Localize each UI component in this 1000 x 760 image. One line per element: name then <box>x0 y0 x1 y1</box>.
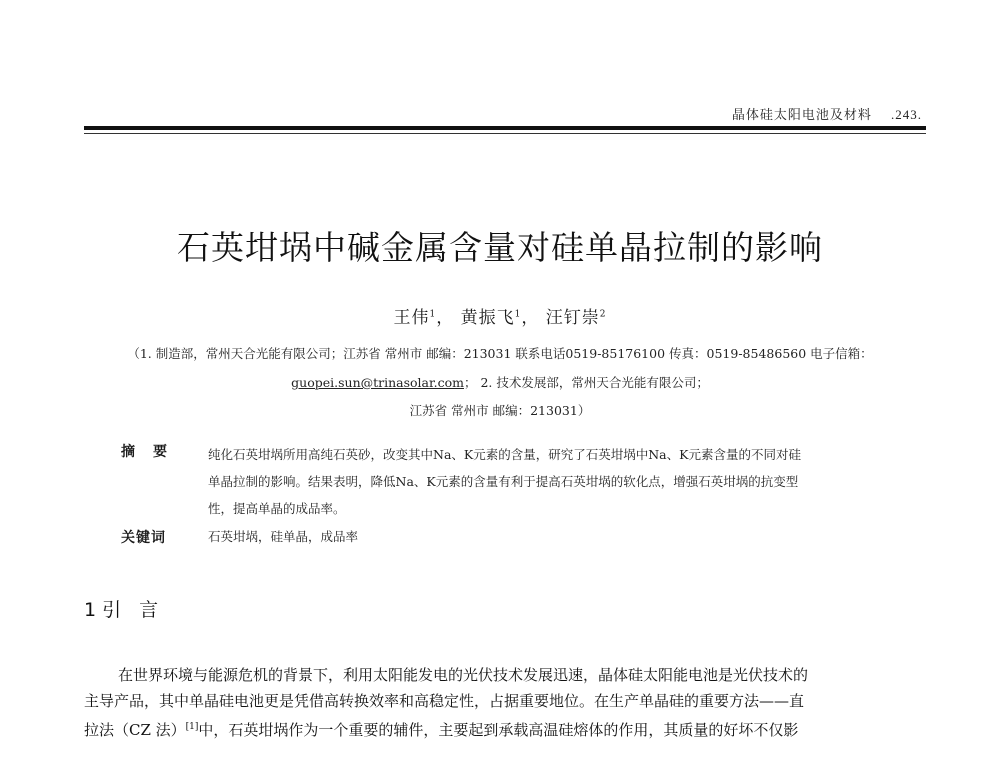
affiliation-line-3: 江苏省 常州市 邮编：213031） <box>409 403 591 418</box>
author-name: 黄振飞 <box>460 308 515 328</box>
author-affil-mark: 2 <box>599 309 607 320</box>
abstract-label: 摘要 <box>121 444 185 460</box>
abstract-text <box>208 441 928 522</box>
author-name: 王伟 <box>393 308 430 328</box>
author-name: 汪钉崇 <box>545 308 600 328</box>
body-line <box>84 714 926 743</box>
page-number: .243. <box>891 107 922 122</box>
keywords-label: 关键词 <box>121 530 166 546</box>
author-affil-mark: 1 <box>514 309 522 320</box>
header-rule-thick <box>84 126 926 130</box>
header-rule-thin <box>84 133 926 134</box>
body-paragraph <box>84 662 926 743</box>
author-affil-mark: 1 <box>429 309 437 320</box>
section-number: 1 <box>84 599 97 621</box>
body-line: 主导产品，其中单晶硅电池更是凭借高转换效率和高稳定性，占据重要地位。在生产单晶硅的重要方法——直 <box>84 692 805 710</box>
abstract-line: 性，提高单晶的成品率。 <box>208 501 346 516</box>
series-title: 晶体硅太阳电池及材料 <box>731 108 872 123</box>
body-line: 在世界环境与能源危机的背景下，利用太阳能发电的光伏技术发展迅速，晶体硅太阳能电池是光伏技术的 <box>118 666 809 684</box>
section-heading <box>84 595 176 622</box>
author-separator: ， <box>521 308 540 328</box>
section-title: 引言 <box>102 599 177 621</box>
email-link[interactable]: guopei.sun@trinasolar.com <box>291 375 464 390</box>
author-separator: ， <box>436 308 455 328</box>
abstract-line: 单晶拉制的影响。结果表明，降低Na、K元素的含量有利于提高石英坩埚的软化点，增强石英坩埚的抗变型 <box>208 474 799 489</box>
running-header <box>732 104 922 123</box>
affiliation-line-2 <box>0 373 1000 391</box>
keywords-text: 石英坩埚，硅单晶，成品率 <box>208 529 359 544</box>
paper-title: 石英坩埚中碱金属含量对硅单晶拉制的影响 <box>177 228 823 267</box>
abstract-line: 纯化石英坩埚所用高纯石英砂，改变其中Na、K元素的含量，研究了石英坩埚中Na、K元素含量的不同对硅 <box>208 447 801 462</box>
author-line <box>0 303 1000 328</box>
body-text-segment: 中，石英坩埚作为一个重要的辅件，主要起到承载高温硅熔体的作用，其质量的好坏不仅影 <box>198 721 799 739</box>
body-text-segment: 拉法（CZ 法） <box>84 721 186 739</box>
citation-ref[interactable]: [1] <box>185 722 199 732</box>
affiliation-line-1: （1. 制造部，常州天合光能有限公司；江苏省 常州市 邮编：213031 联系电话0519-85176100 传真：0519-85486560 电子信箱： <box>127 346 873 361</box>
affiliation-line-2-rest: ； 2. 技术发展部，常州天合光能有限公司； <box>463 375 709 390</box>
